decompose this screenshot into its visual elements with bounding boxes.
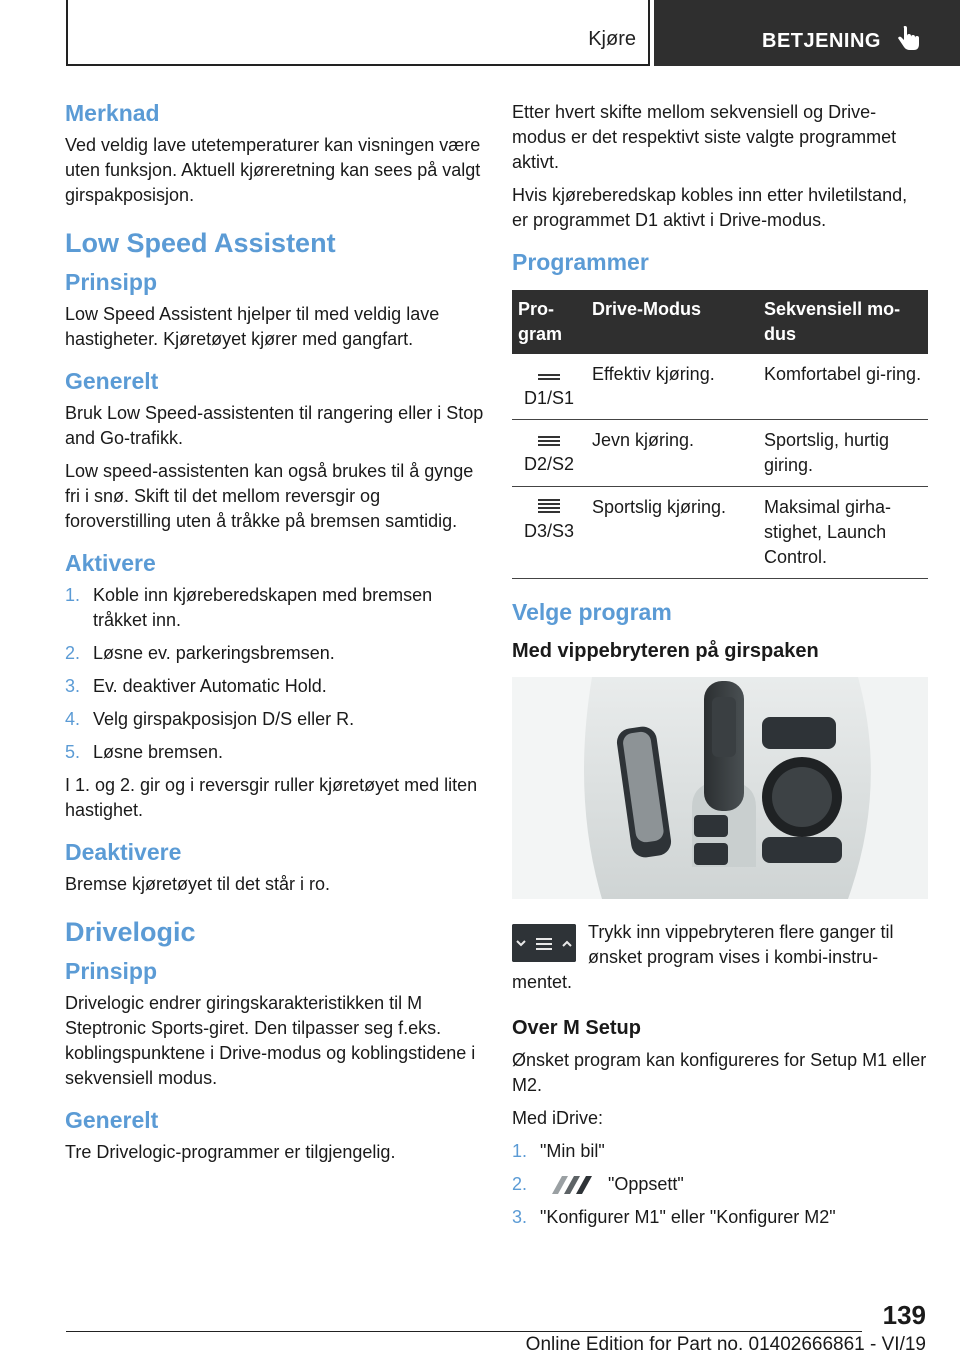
- header-chapter-label: BETJENING: [762, 30, 881, 52]
- rocker-switch-display-icon: [512, 924, 576, 962]
- program-2-icon: [534, 428, 564, 450]
- header-section-label: Kjøre: [588, 28, 636, 50]
- list-item: 3. "Konfigurer M1" eller "Konfigurer M2": [512, 1207, 836, 1227]
- activate-title: Aktivere: [65, 550, 156, 576]
- principle-title: Prinsipp: [65, 269, 158, 295]
- program-cell: D2/S2: [512, 420, 586, 487]
- list-item: 5. Løsne bremsen.: [65, 742, 224, 762]
- seq-cell: Komfortabel gi-ring.: [758, 354, 928, 420]
- program-cell: D3/S3: [512, 487, 586, 579]
- header-chapter-tab: [654, 0, 960, 66]
- rocker-text: Trykk inn vippebryteren flere ganger til ønsket program vises i kombi-instrumentet.: [512, 922, 894, 992]
- dl-general-text: Tre Drivelogic-programmer er tilgjengelig.: [65, 1142, 396, 1162]
- principle-text: Low Speed Assistent hjelper til med veldig lave hastigheter. Kjøretøyet kjører med gangfart.: [65, 304, 440, 349]
- lsa-title: Low Speed Assistent: [65, 228, 336, 258]
- dl-principle-text: Drivelogic endrer giringskarakteristikken til M Steptronic Sports-giret. Den tilpasser seg f.eks. koblingspunktene i Drive-modus og koblingstidene i sekvensiell modus.: [65, 993, 476, 1088]
- list-item: 1. "Min bil": [512, 1141, 605, 1161]
- deactivate-text: Bremse kjøretøyet til det står i ro.: [65, 874, 331, 894]
- hand-pointer-icon: [896, 24, 922, 54]
- list-item: 2. "Oppsett": [512, 1172, 928, 1197]
- list-item: 1. Koble inn kjøreberedskapen med bremsen tråkket inn.: [65, 585, 433, 630]
- table-header-row: [512, 290, 928, 354]
- page-number: 139: [882, 1300, 926, 1330]
- general-text-2: Low speed-assistenten kan også brukes til å gynge fri i snø. Skift til det mellom reversgir og foroverstilling uten å tråkke på bremsen samtidig.: [65, 461, 474, 531]
- left-column: [65, 100, 485, 1173]
- gear-selector-photo: [512, 677, 928, 899]
- intro-text-2: Hvis kjøreberedskap kobles inn etter hviletilstand, er programmet D1 aktivt i Drive-modus.: [512, 185, 908, 230]
- drivelogic-title: Drivelogic: [65, 917, 196, 947]
- note-text: Ved veldig lave utetemperaturer kan visningen være uten funksjon. Aktuell kjøreretning kan sees på valgt girspakposisjon.: [65, 135, 481, 205]
- program-cell: D1/S1: [512, 354, 586, 420]
- seq-cell: Sportslig, hurtig giring.: [758, 420, 928, 487]
- intro-text-1: Etter hvert skifte mellom sekvensiell og Drive-modus er det respektivt siste valgte programmet aktivt.: [512, 102, 897, 172]
- setup-text: Ønsket program kan konfigureres for Setup M1 eller M2.: [512, 1050, 927, 1095]
- table-row: [512, 487, 928, 579]
- program-1-icon: [534, 362, 564, 384]
- setup-title: Over M Setup: [512, 1017, 641, 1039]
- general-text-1: Bruk Low Speed-assistenten til rangering eller i Stop and Go-trafikk.: [65, 403, 484, 448]
- dl-principle-title: Prinsipp: [65, 958, 158, 984]
- drive-cell: Sportslig kjøring.: [586, 487, 758, 579]
- table-row: [512, 354, 928, 420]
- list-item: 3. Ev. deaktiver Automatic Hold.: [65, 676, 327, 696]
- drive-cell: Jevn kjøring.: [586, 420, 758, 487]
- table-header: Pro-gram: [512, 290, 586, 354]
- activate-after-text: I 1. og 2. gir og i reversgir ruller kjøretøyet med liten hastighet.: [65, 775, 478, 820]
- right-column: [512, 100, 928, 1238]
- deactivate-title: Deaktivere: [65, 839, 182, 865]
- footer-edition: Online Edition for Part no. 01402666861 - VI/19: [525, 1334, 926, 1355]
- header-section-tab: [66, 0, 650, 66]
- list-item: 4. Velg girspakposisjon D/S eller R.: [65, 709, 355, 729]
- rocker-title: Med vippebryteren på girspaken: [512, 640, 819, 662]
- programs-table: [512, 290, 928, 579]
- general-title: Generelt: [65, 368, 159, 394]
- note-title: Merknad: [65, 100, 160, 126]
- footer-divider: [66, 1331, 862, 1332]
- dl-general-title: Generelt: [65, 1107, 159, 1133]
- idrive-text: Med iDrive:: [512, 1108, 604, 1128]
- table-row: [512, 420, 928, 487]
- select-program-title: Velge program: [512, 599, 672, 625]
- m-settings-icon: [546, 1174, 600, 1196]
- list-item: 2. Løsne ev. parkeringsbremsen.: [65, 643, 335, 663]
- table-header: Sekvensiell mo-dus: [758, 290, 928, 354]
- programs-title: Programmer: [512, 249, 649, 275]
- seq-cell: Maksimal girha-stighet, Launch Control.: [758, 487, 928, 579]
- program-3-icon: [534, 495, 564, 517]
- table-header: Drive-Modus: [586, 290, 758, 354]
- idrive-steps: [512, 1139, 928, 1230]
- drive-cell: Effektiv kjøring.: [586, 354, 758, 420]
- activate-steps: [65, 583, 485, 765]
